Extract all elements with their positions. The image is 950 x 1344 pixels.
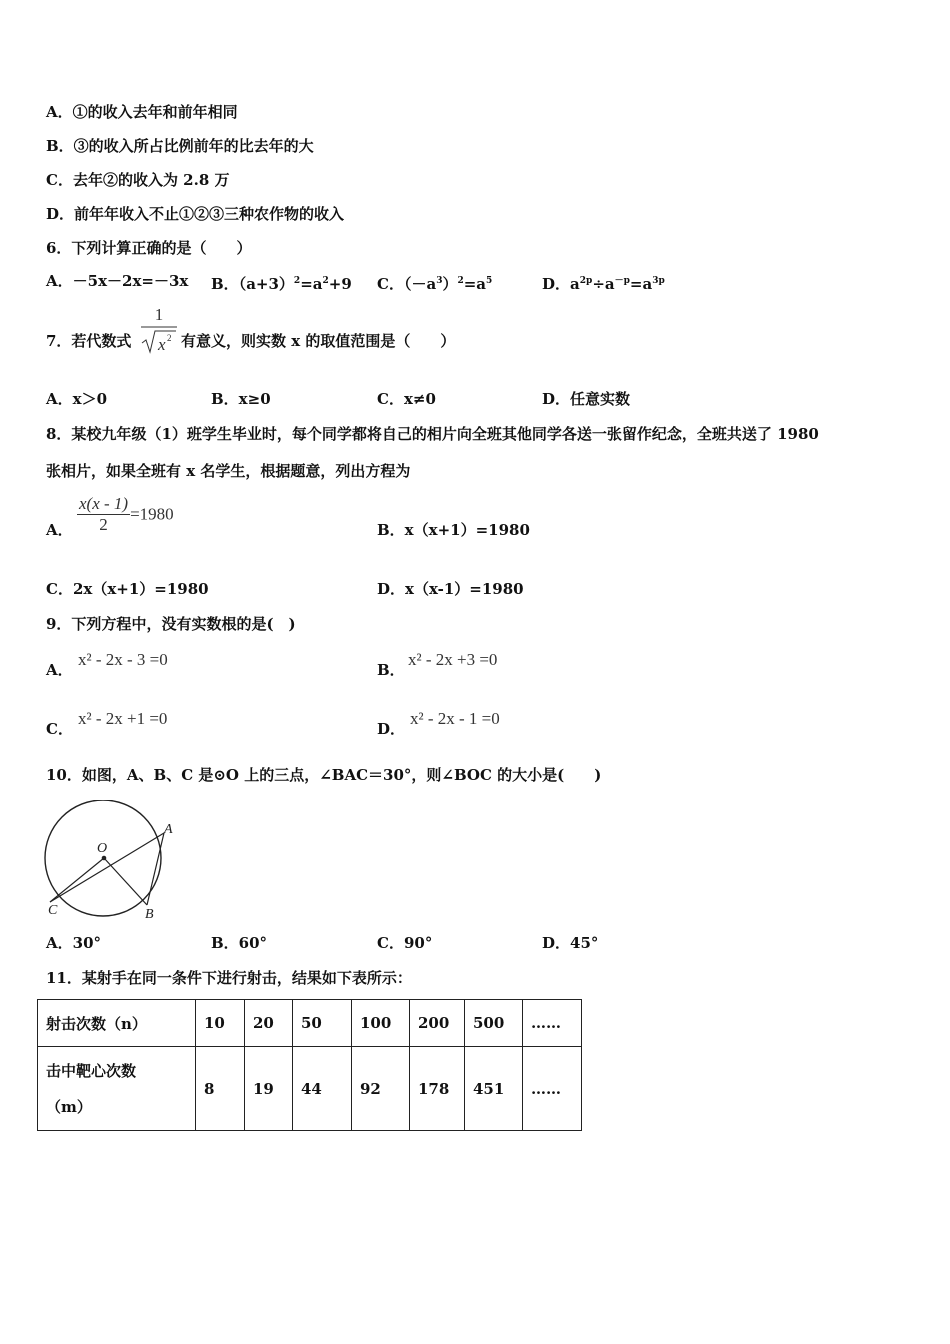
label-a: A [164,822,173,837]
table-cell: 10 [196,1000,245,1047]
q10-option-d: D．45° [542,934,599,952]
center-point [102,856,107,861]
table-row [38,1000,582,1047]
q8-stem-line2: 张相片，如果全班有 x 名学生，根据题意，列出方程为 [46,462,411,480]
table-cell: 178 [410,1047,465,1131]
q7-option-c: C．x≠0 [377,390,436,408]
table-row-header: 击中靶心次数 （m） [38,1047,196,1131]
label-c: C [48,903,58,918]
q7-radicand: x [158,335,166,354]
q11-stem: 11．某射手在同一条件下进行射击，结果如下表所示： [46,969,412,987]
q7-fraction [139,305,179,359]
q5-option-a: A．①的收入去年和前年相同 [46,103,238,121]
q6-option-d: D．$a^{2p}\div a^{-p}=a^{3p}$ [542,275,665,293]
q6-option-b: B．$(a+3)^2=a^2+9$ [211,275,352,293]
q7-option-b: B．x≥0 [211,390,271,408]
q8-option-b: B．x（x+1）=1980 [377,521,530,539]
q6-option-a: A．－5x－2x=－3x [46,272,189,290]
q9-option-a-equation: x² - 2x - 3 =0 [78,650,168,669]
radius-oc [50,858,104,902]
table-cell: …… [523,1047,582,1131]
q8-a-denominator: 2 [77,514,130,535]
table-cell: 8 [196,1047,245,1131]
table-cell: 20 [245,1000,293,1047]
svg-text:2: 2 [167,333,172,343]
q5-option-b: B．③的收入所占比例前年的比去年的大 [46,137,314,155]
q6-option-c: C．$(-a^3)^2=a^5$ [377,275,493,293]
q7-sqrt-denominator [139,325,179,355]
q11-data-table [37,999,582,1131]
q9-option-b-label: B． [377,661,405,679]
q7-stem-prefix: 7．若代数式 [46,332,132,350]
q5-option-d: D．前年年收入不止①②③三种农作物的收入 [46,205,345,223]
q9-option-c-label: C． [46,720,73,738]
q8-option-a-label: A． [46,521,73,539]
q8-option-a-equation [77,494,174,535]
table-row [38,1047,582,1131]
label-o: O [97,841,108,856]
table-cell: 451 [465,1047,523,1131]
q7-option-a: A．x＞0 [46,390,108,408]
q10-stem: 10．如图，A、B、C 是⊙O 上的三点，∠BAC＝30°，则∠BOC 的大小是( ) [46,766,602,784]
q10-circle-figure [40,800,178,922]
radius-ob [104,858,147,905]
q9-option-d-equation: x² - 2x - 1 =0 [410,709,500,728]
q9-option-b-equation: x² - 2x +3 =0 [408,650,498,669]
table-cell: 19 [245,1047,293,1131]
table-row-header: 射击次数（n） [38,1000,196,1047]
table-cell: 50 [293,1000,352,1047]
table-cell: 92 [352,1047,410,1131]
q8-a-numerator: x(x - 1) [79,494,129,513]
label-b: B [145,907,154,922]
table-cell: 100 [352,1000,410,1047]
chord-ab [147,833,164,905]
q6-stem: 6．下列计算正确的是（ ） [46,239,252,257]
table-cell: 500 [465,1000,523,1047]
q10-option-a: A．30° [46,934,102,952]
q8-option-c: C．2x（x+1）=1980 [46,580,209,598]
q9-stem: 9．下列方程中，没有实数根的是( ) [46,615,296,633]
q9-option-d-label: D． [377,720,406,738]
table-cell: …… [523,1000,582,1047]
q8-a-rhs: =1980 [130,504,174,524]
q10-option-b: B．60° [211,934,268,952]
q7-frac-num: 1 [154,305,164,324]
q7-option-d: D．任意实数 [542,390,631,408]
q7-stem-suffix: 有意义，则实数 x 的取值范围是（ ） [181,332,456,350]
q8-stem-line1: 8．某校九年级（1）班学生毕业时，每个同学都将自己的相片向全班其他同学各送一张留作纪念，全班共送了 1980 [46,425,819,443]
table-cell: 200 [410,1000,465,1047]
q8-option-d: D．x（x-1）=1980 [377,580,524,598]
q5-option-c: C．去年②的收入为 2.8 万 [46,171,230,189]
q9-option-a-label: A． [46,661,73,679]
table-cell: 44 [293,1047,352,1131]
q9-option-c-equation: x² - 2x +1 =0 [78,709,168,728]
q10-option-c: C．90° [377,934,433,952]
